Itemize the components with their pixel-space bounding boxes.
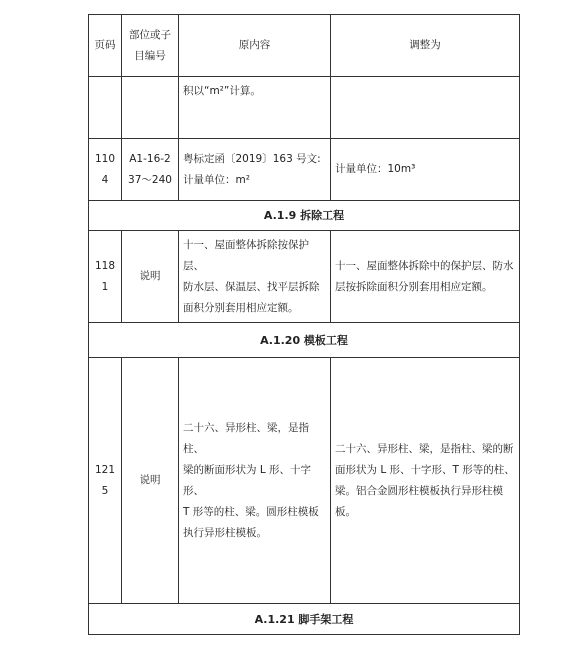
header-part bbox=[122, 15, 179, 77]
row2-page-line2: 4 bbox=[101, 173, 109, 186]
table-row bbox=[89, 231, 520, 323]
section-title-formwork: A.1.20 模板工程 bbox=[89, 323, 520, 358]
row1-adjusted bbox=[331, 77, 520, 139]
row4-adjusted-line: 二十六、异形柱、梁，是指柱、梁的断 bbox=[335, 442, 514, 455]
row4-original-line: 梁的断面形状为 L 形、十字形、 bbox=[183, 463, 312, 497]
header-adjusted: 调整为 bbox=[331, 15, 520, 77]
row2-part bbox=[122, 139, 179, 201]
section-title-scaffolding: A.1.21 脚手架工程 bbox=[89, 604, 520, 635]
header-part-line1: 部位或子 bbox=[129, 28, 171, 41]
row3-adjusted bbox=[331, 231, 520, 323]
document-table-region bbox=[88, 14, 519, 634]
row4-adjusted-line: 面形状为 L 形、十字形、T 形等的柱、 bbox=[335, 463, 515, 476]
row4-page bbox=[89, 358, 122, 604]
row3-page-line2: 1 bbox=[101, 280, 109, 293]
row1-page bbox=[89, 77, 122, 139]
row2-original-line2: 计量单位：m² bbox=[183, 173, 250, 186]
header-original: 原内容 bbox=[179, 15, 331, 77]
header-row bbox=[89, 15, 520, 77]
row3-adjusted-line: 十一、屋面整体拆除中的保护层、防水 bbox=[335, 259, 514, 272]
section-row bbox=[89, 323, 520, 358]
section-title-demolition: A.1.9 拆除工程 bbox=[89, 201, 520, 231]
table-row bbox=[89, 77, 520, 139]
section-row bbox=[89, 201, 520, 231]
row4-original-line: 执行异形柱模板。 bbox=[183, 526, 267, 539]
row2-adjusted: 计量单位：10m³ bbox=[331, 139, 520, 201]
row2-part-line1: A1-16-2 bbox=[129, 152, 171, 165]
row4-original-line: T 形等的柱、梁。圆形柱模板 bbox=[183, 505, 319, 518]
row3-original bbox=[179, 231, 331, 323]
row3-original-line: 十一、屋面整体拆除按保护层、 bbox=[183, 238, 309, 272]
row4-adjusted bbox=[331, 358, 520, 604]
row3-page bbox=[89, 231, 122, 323]
row4-page-line2: 5 bbox=[101, 484, 109, 497]
row2-page-line1: 110 bbox=[94, 152, 116, 165]
row3-original-line: 面积分别套用相应定额。 bbox=[183, 301, 299, 314]
row3-adjusted-line: 层按拆除面积分别套用相应定额。 bbox=[335, 280, 493, 293]
row3-original-line: 防水层、保温层、找平层拆除 bbox=[183, 280, 320, 293]
section-row bbox=[89, 604, 520, 635]
row1-original: 积以“m²”计算。 bbox=[179, 77, 331, 139]
row3-page-line1: 118 bbox=[94, 259, 116, 272]
row4-page-line1: 121 bbox=[94, 463, 116, 476]
row3-part: 说明 bbox=[122, 231, 179, 323]
table-row bbox=[89, 358, 520, 604]
row4-part: 说明 bbox=[122, 358, 179, 604]
row1-part bbox=[122, 77, 179, 139]
row2-original bbox=[179, 139, 331, 201]
row4-original bbox=[179, 358, 331, 604]
row2-original-line1: 粤标定函〔2019〕163 号文: bbox=[183, 152, 321, 165]
header-page: 页码 bbox=[89, 15, 122, 77]
row4-adjusted-line: 板。 bbox=[335, 505, 356, 518]
row4-adjusted-line: 梁。铝合金圆形柱模板执行异形柱模 bbox=[335, 484, 503, 497]
header-part-line2: 目编号 bbox=[134, 49, 166, 62]
row2-page bbox=[89, 139, 122, 201]
row2-part-line2: 37～240 bbox=[128, 173, 172, 186]
row4-original-line: 二十六、异形柱、梁，是指柱、 bbox=[183, 421, 309, 455]
adjustment-table bbox=[88, 14, 520, 635]
table-row bbox=[89, 139, 520, 201]
